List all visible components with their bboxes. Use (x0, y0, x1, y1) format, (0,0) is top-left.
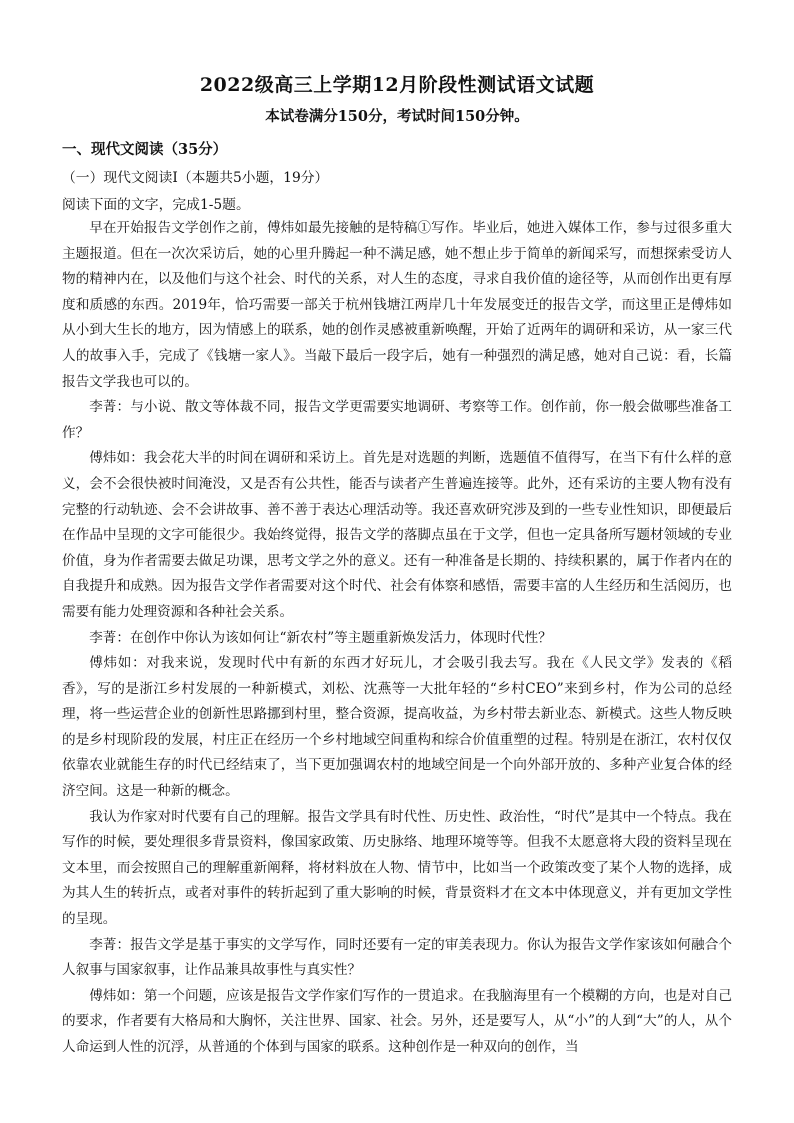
reading-instruction: 阅读下面的文字，完成1-5题。 (62, 197, 250, 213)
paragraph: 早在开始报告文学创作之前，傅炜如最先接触的是特稿①写作。毕业后，她进入媒体工作，参与过很多重大主题报道。但在一次次采访后，她的心里升腾起一种不满足感，她不想止步于简单的新闻采写，而想探索受访人物的精神内在，以及他们与这个社会、时代的关系，对人生的态度，寻求自我价值的途径等，从而创作出更有厚度和质感的东西。2019年，恰巧需要一部关于杭州钱塘江两岸几十年发展变迁的报告文学，而这里正是傅炜如从小到大生长的地方，因为情感上的联系，她的创作灵感被重新唤醒，开始了近两年的调研和采访，从一家三代人的故事入手，完成了《钱塘一家人》。当敲下最后一段字后，她有一种强烈的满足感，她对自己说：看，长篇报告文学我也可以的。 (62, 220, 732, 390)
subsection-heading: （一）现代文阅读Ⅰ（本题共5小题，19分） (62, 170, 329, 186)
paragraph: 李菁：报告文学是基于事实的文学写作，同时还要有一定的审美表现力。你认为报告文学作家该如何融合个人叙事与国家叙事，让作品兼具故事性与真实性？ (62, 936, 732, 979)
paragraph: 傅炜如：对我来说，发现时代中有新的东西才好玩儿，才会吸引我去写。我在《人民文学》发表的《稻香》，写的是浙江乡村发展的一种新模式，刘松、沈燕等一大批年轻的“乡村CEO”来到乡村，作为公司的总经理，将一些运营企业的创新性思路挪到村里，整合资源，提高收益，为乡村带去新业态、新模式。这些人物反映的是乡村现阶段的发展，村庄正在经历一个乡村地域空间重构和综合价值重塑的过程。特别是在浙江，农村仅仅依靠农业就能生存的时代已经结束了，当下更加强调农村的地域空间是一个向外部开放的、多种产业复合体的经济空间。这是一种新的概念。 (62, 655, 732, 800)
exam-info: 本试卷满分150分，考试时间150分钟。 (265, 108, 529, 125)
paragraph: 我认为作家对时代要有自己的理解。报告文学具有时代性、历史性、政治性，“时代”是其中一个特点。我在写作的时候，要处理很多背景资料，像国家政策、历史脉络、地理环境等等。但我不太愿意将大段的资料呈现在文本里，而会按照自己的理解重新阐释，将材料放在人物、情节中，比如当一个政策改变了某个人物的选择，成为其人生的转折点，或者对事件的转折起到了重大影响的时候，背景资料才在文本中体现意义，并有更加文学性的呈现。 (62, 808, 732, 928)
section-heading: 一、现代文阅读（35分） (62, 141, 228, 158)
paragraph: 李菁：在创作中你认为该如何让“新农村”等主题重新焕发活力，体现时代性？ (89, 629, 552, 646)
paragraph: 李菁：与小说、散文等体裁不同，报告文学更需要实地调研、考察等工作。创作前，你一般会做哪些准备工作？ (62, 399, 732, 441)
paragraph: 傅炜如：我会花大半的时间在调研和采访上。首先是对选题的判断，选题值不值得写，在当下有什么样的意义，会不会很快被时间淹没，又是否有公共性，能否与读者产生普遍连接等。此外，还有采访的主要人物有没有完整的行动轨迹、会不会讲故事、善不善于表达心理活动等。我还喜欢研究涉及到的一些专业性知识，即便最后在作品中呈现的文字可能很少。我始终觉得，报告文学的落脚点虽在于文学，但也一定具备所写题材领域的专业价值，身为作者需要去做足功课，思考文学之外的意义。还有一种准备是长期的、持续积累的，属于作者内在的自我提升和成熟。因为报告文学作者需要对这个时代、社会有体察和感悟，需要丰富的人生经历和生活阅历，也需要有能力处理资源和各种社会关系。 (62, 450, 732, 620)
page-title: 2022级高三上学期12月阶段性测试语文试题 (199, 74, 595, 96)
paragraph: 傅炜如：第一个问题，应该是报告文学作家们写作的一贯追求。在我脑海里有一个模糊的方向，也是对自己的要求，作者要有大格局和大胸怀，关注世界、国家、社会。另外，还是要写人，从“小”的人到“大”的人，从个人命运到人性的沉浮，从普通的个体到与国家的联系。这种创作是一种双向的创作，当 (62, 987, 732, 1055)
